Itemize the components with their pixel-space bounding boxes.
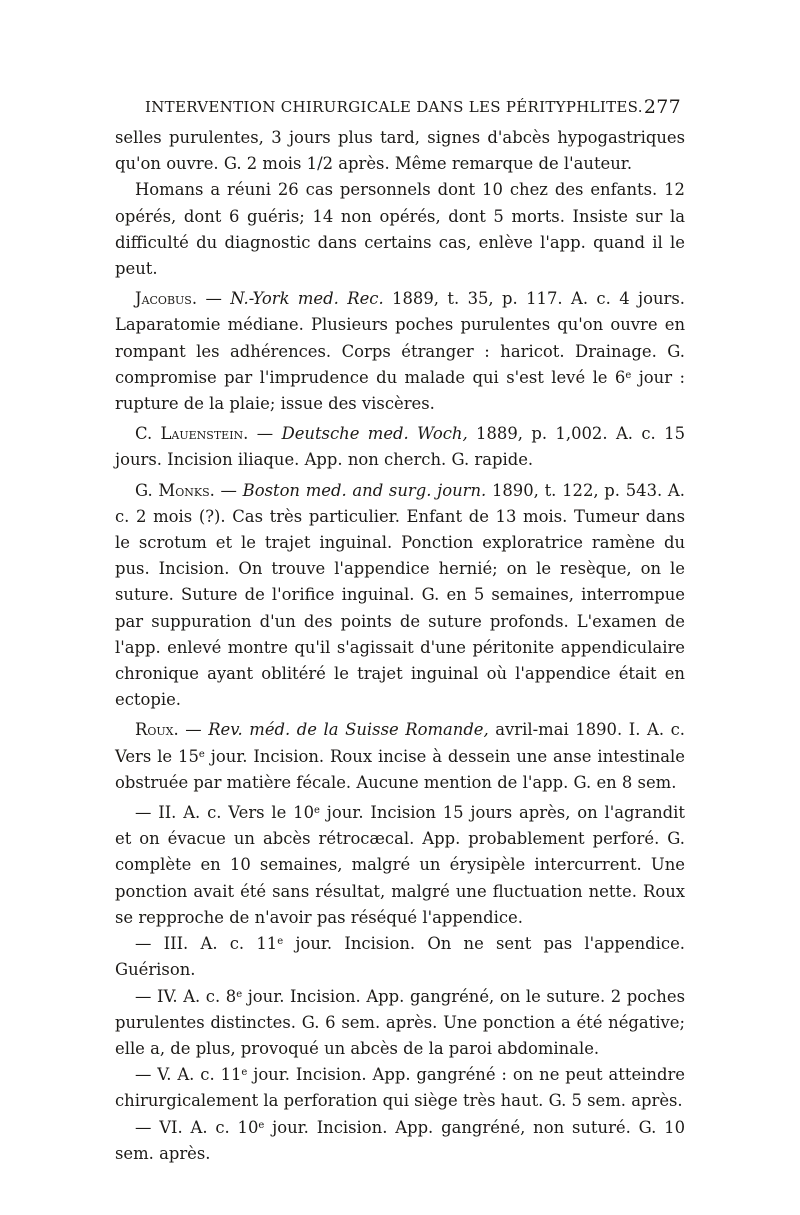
paragraph-roux-case-6 [115, 1115, 685, 1167]
paragraph-roux-case-3 [115, 931, 685, 983]
citation-tail: jour. Incision. Roux incise à dessein une anse intestinale obstruée par matière fécale. Aucune mention de l'app. G. en 8 sem. [115, 746, 685, 792]
journal-title: Boston med. and surg. journ. [242, 480, 487, 500]
citation-text: avril-mai 1890. I. A. c. Vers le 15 [115, 720, 685, 766]
author-name: Jacobus. [135, 289, 198, 309]
paragraph-roux-case-5 [115, 1062, 685, 1114]
paragraph-monks [115, 478, 685, 714]
superscript: e [236, 988, 243, 1000]
dash: — [214, 480, 243, 500]
case-tail: jour. Incision. App. gangréné, on le suture. 2 poches purulentes distinctes. G. 6 sem. après. Une ponction a été négative; elle a, de plus, provoqué un abcès de la paroi abdominale. [115, 986, 685, 1058]
case-tail: jour. Incision 15 jours après, on l'agrandit et on évacue un abcès rétrocæcal. App. probablement perforé. G. complète en 10 semaines, malgré un érysipèle intercurrent. Une ponction avait été sans résultat, malgré une fluctuation nette. Roux se repproche de n'avoir pas réséqué l'appendice. [115, 803, 686, 927]
case-tail: jour. Incision. App. gangréné, non suturé. G. 10 sem. après. [115, 1117, 686, 1163]
paragraph-roux-case-2 [115, 800, 685, 931]
journal-title: Deutsche med. Woch, [281, 424, 468, 444]
page-number: 277 [643, 96, 681, 118]
case-text: — VI. A. c. 10 [135, 1117, 259, 1137]
journal-title: Rev. méd. de la Suisse Romande, [208, 720, 489, 740]
author-name: Roux. [135, 720, 179, 740]
paragraph-homans: Homans a réuni 26 cas personnels dont 10 chez des enfants. 12 opérés, dont 6 guéris; 14 non opérés, dont 5 morts. Insiste sur la difficulté du diagnostic dans certains cas, enlève l'app. quand il le peut. [115, 180, 685, 279]
superscript: e [198, 748, 205, 760]
dash: — [178, 720, 209, 740]
superscript: e [258, 1119, 265, 1131]
page-body [115, 125, 685, 1167]
citation-tail: jour : rupture de la plaie; issue des viscères. [115, 367, 685, 414]
superscript: e [241, 1067, 248, 1079]
paragraph-jacobus [115, 286, 685, 417]
dash: — [197, 289, 231, 309]
paragraph-roux [115, 717, 685, 796]
dash: — [248, 424, 282, 444]
superscript: e [625, 369, 632, 381]
case-text: — IV. A. c. 8 [135, 986, 237, 1006]
author-name: C. Lauenstein. [135, 424, 249, 444]
running-header [115, 96, 685, 120]
case-text: — V. A. c. 11 [135, 1065, 242, 1085]
case-tail: jour. Incision. On ne sent pas l'appendice. Guérison. [115, 934, 685, 980]
case-tail: jour. Incision. App. gangréné : on ne peut atteindre chirurgicalement la perforation qui siège très haut. G. 5 sem. après. [115, 1065, 685, 1111]
running-title: INTERVENTION CHIRURGICALE DANS LES PÉRITYPHLITES. [145, 98, 643, 116]
case-text: — III. A. c. 11 [135, 934, 278, 954]
superscript: e [277, 936, 284, 948]
author-name: G. Monks. [135, 480, 215, 500]
citation-text: 1889, t. 35, p. 117. A. c. 4 jours. Laparatomie médiane. Plusieurs poches purulentes qu'on ouvre en rompant les adhérences. Corps étranger : haricot. Drainage. G. compromise par l'imprudence du malade qui s'est levé le 6 [115, 289, 685, 387]
journal-title: N.-York med. Rec. [230, 289, 384, 309]
citation-text: 1890, t. 122, p. 543. A. c. 2 mois (?). Cas très particulier. Enfant de 13 mois. Tumeur dans le scrotum et le trajet inguinal. Ponction exploratrice ramène du pus. Incision. On trouve l'appendice hernié; on le resèque, on le suture. Suture de l'orifice inguinal. G. en 5 semaines, interrompue par suppuration d'un des points de suture profonds. L'examen de l'app. enlevé montre qu'il s'agissait d'une péritonite appendiculaire chronique ayant oblitéré le trajet inguinal où l'appendice était en ectopie. [115, 480, 685, 710]
case-text: — II. A. c. Vers le 10 [135, 803, 315, 823]
paragraph-roux-case-4 [115, 984, 685, 1063]
citation-text: 1889, p. 1,002. A. c. 15 jours. Incision iliaque. App. non cherch. G. rapide. [115, 424, 686, 470]
paragraph-lauenstein [115, 421, 685, 473]
paragraph-continuation: selles purulentes, 3 jours plus tard, signes d'abcès hypogastriques qu'on ouvre. G. 2 mois 1/2 après. Même remarque de l'auteur. [115, 128, 685, 174]
superscript: e [314, 805, 320, 817]
